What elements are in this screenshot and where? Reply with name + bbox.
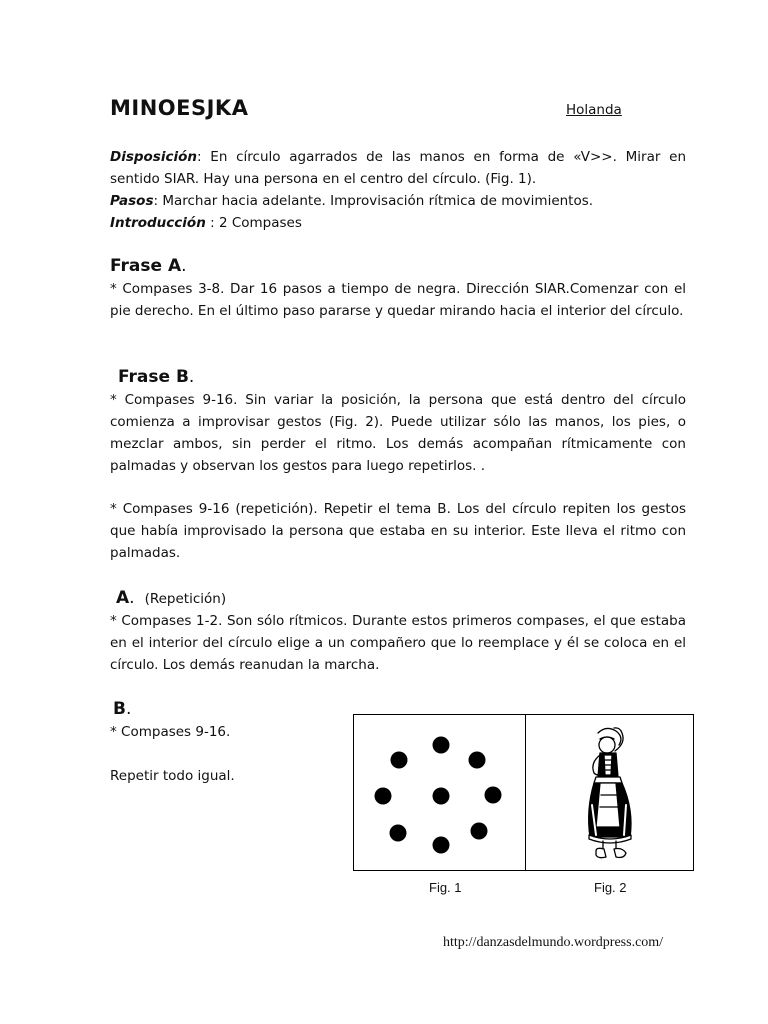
frase-b-heading: Frase B. bbox=[118, 367, 195, 387]
b-text: * Compases 9-16. bbox=[110, 724, 231, 740]
intro-block bbox=[110, 146, 686, 234]
a-heading: A. (Repetición) bbox=[116, 588, 227, 608]
frase-a-text: * Compases 3-8. Dar 16 pasos a tiempo de negra. Dirección SIAR.Comenzar con el pie derecho. En el último paso pararse y quedar mirando hacia el interior del círculo. bbox=[110, 281, 686, 319]
disposicion-paragraph bbox=[110, 146, 686, 190]
figure-2-dancer-drawing bbox=[354, 715, 695, 872]
a-text: * Compases 1-2. Son sólo rítmicos. Durante estos primeros compases, el que estaba en el interior del círculo elige a un compañero que lo reemplace y él se coloca en el círculo. Los demás reanudan la marcha. bbox=[110, 613, 686, 673]
a-note: (Repetición) bbox=[144, 591, 227, 607]
footer-url[interactable]: http://danzasdelmundo.wordpress.com/ bbox=[443, 935, 664, 950]
frase-b-repeat-text: * Compases 9-16 (repetición). Repetir el tema B. Los del círculo repiten los gestos que había improvisado la persona que estaba en su interior. Este lleva el ritmo con palmadas. bbox=[110, 501, 686, 561]
figure-box bbox=[353, 714, 694, 871]
disposicion-label: Disposición bbox=[110, 149, 197, 165]
pasos-paragraph bbox=[110, 190, 686, 212]
pasos-text: : Marchar hacia adelante. Improvisación rítmica de movimientos. bbox=[153, 193, 594, 209]
figure-1-caption: Fig. 1 bbox=[429, 880, 462, 895]
dance-country: Holanda bbox=[566, 102, 622, 118]
figure-2-caption: Fig. 2 bbox=[594, 880, 627, 895]
disposicion-text: : En círculo agarrados de las manos en forma de «V>>. Mirar en sentido SIAR. Hay una persona en el centro del círculo. (Fig. 1). bbox=[110, 149, 686, 187]
frase-b-text: * Compases 9-16. Sin variar la posición, la persona que está dentro del círculo comienza a improvisar gestos (Fig. 2). Puede utilizar sólo las manos, los pies, o mezclar ambos, sin perder el ritmo. Los demás acompañan rítmicamente con palmadas y observan los gestos para luego repetirlos. . bbox=[110, 392, 686, 474]
introduccion-text: : 2 Compases bbox=[205, 215, 302, 231]
introduccion-label: Introducción bbox=[110, 215, 206, 231]
frase-a-heading: Frase A. bbox=[110, 256, 187, 276]
b-repeat-text: Repetir todo igual. bbox=[110, 768, 235, 784]
introduccion-paragraph bbox=[110, 212, 686, 234]
b-heading: B. bbox=[113, 699, 132, 719]
dance-title: MINOESJKA bbox=[110, 96, 249, 120]
pasos-label: Pasos bbox=[110, 193, 154, 209]
